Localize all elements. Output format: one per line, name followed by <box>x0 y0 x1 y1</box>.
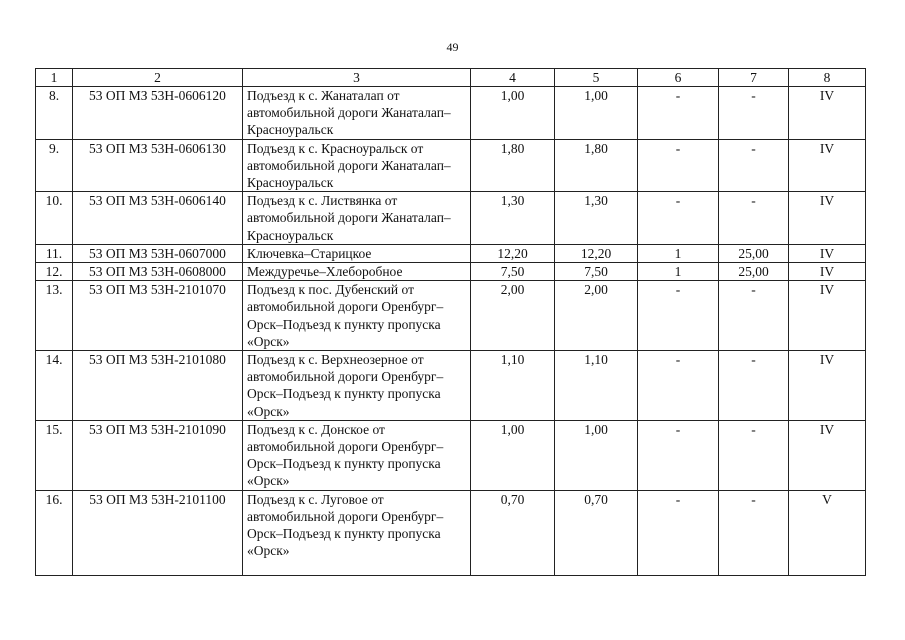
cell-col-6: - <box>638 192 719 245</box>
cell-col-7: - <box>719 351 789 421</box>
cell-col-6: - <box>638 351 719 421</box>
cell-col-6: - <box>638 420 719 490</box>
col-header: 7 <box>719 69 789 87</box>
row-number: 9. <box>36 139 73 192</box>
cell-col-5: 1,30 <box>555 192 638 245</box>
road-code: 53 ОП МЗ 53Н-0607000 <box>73 244 243 262</box>
col-header: 8 <box>789 69 866 87</box>
col-header: 4 <box>471 69 555 87</box>
cell-col-6: 1 <box>638 263 719 281</box>
table-row <box>36 244 866 262</box>
road-name: Подъезд к с. Донское от автомобильной дороги Оренбург–Орск–Подъезд к пункту пропуска «Орск» <box>243 420 471 490</box>
col-header: 6 <box>638 69 719 87</box>
cell-col-8: IV <box>789 192 866 245</box>
road-code: 53 ОП МЗ 53Н-0606130 <box>73 139 243 192</box>
cell-col-8: IV <box>789 87 866 140</box>
cell-col-6: - <box>638 139 719 192</box>
cell-col-8: IV <box>789 244 866 262</box>
cell-col-7: 25,00 <box>719 244 789 262</box>
road-code: 53 ОП МЗ 53Н-0606140 <box>73 192 243 245</box>
cell-col-5: 2,00 <box>555 281 638 351</box>
cell-col-4: 2,00 <box>471 281 555 351</box>
road-code: 53 ОП МЗ 53Н-0608000 <box>73 263 243 281</box>
col-header: 1 <box>36 69 73 87</box>
cell-col-4: 1,00 <box>471 87 555 140</box>
cell-col-7: - <box>719 281 789 351</box>
table-row <box>36 87 866 140</box>
cell-col-4: 1,00 <box>471 420 555 490</box>
cell-col-6: - <box>638 281 719 351</box>
road-code: 53 ОП МЗ 53Н-2101090 <box>73 420 243 490</box>
row-number: 16. <box>36 490 73 575</box>
cell-col-8: IV <box>789 263 866 281</box>
road-code: 53 ОП МЗ 53Н-2101080 <box>73 351 243 421</box>
row-number: 12. <box>36 263 73 281</box>
cell-col-4: 1,80 <box>471 139 555 192</box>
cell-col-5: 7,50 <box>555 263 638 281</box>
table-row <box>36 420 866 490</box>
cell-col-8: IV <box>789 139 866 192</box>
cell-col-8: V <box>789 490 866 575</box>
road-code: 53 ОП МЗ 53Н-2101070 <box>73 281 243 351</box>
cell-col-7: - <box>719 490 789 575</box>
table-row <box>36 192 866 245</box>
road-name: Подъезд к с. Листвянка от автомобильной дороги Жанаталап–Красноуральск <box>243 192 471 245</box>
table-header-row <box>36 69 866 87</box>
table-row <box>36 263 866 281</box>
cell-col-7: 25,00 <box>719 263 789 281</box>
table-row <box>36 490 866 575</box>
road-name: Междуречье–Хлеборобное <box>243 263 471 281</box>
cell-col-6: 1 <box>638 244 719 262</box>
road-name: Подъезд к с. Верхнеозерное от автомобильной дороги Оренбург–Орск–Подъезд к пункту пропуска «Орск» <box>243 351 471 421</box>
cell-col-8: IV <box>789 420 866 490</box>
col-header: 5 <box>555 69 638 87</box>
road-name: Подъезд к с. Луговое от автомобильной дороги Оренбург–Орск–Подъезд к пункту пропуска «Орск» <box>243 490 471 575</box>
cell-col-4: 1,30 <box>471 192 555 245</box>
cell-col-5: 1,00 <box>555 87 638 140</box>
cell-col-7: - <box>719 87 789 140</box>
cell-col-8: IV <box>789 281 866 351</box>
table-row <box>36 139 866 192</box>
cell-col-4: 0,70 <box>471 490 555 575</box>
road-name: Подъезд к с. Красноуральск от автомобильной дороги Жанаталап–Красноуральск <box>243 139 471 192</box>
row-number: 11. <box>36 244 73 262</box>
row-number: 13. <box>36 281 73 351</box>
row-number: 10. <box>36 192 73 245</box>
cell-col-5: 12,20 <box>555 244 638 262</box>
cell-col-6: - <box>638 87 719 140</box>
page-number: 49 <box>446 40 459 54</box>
road-code: 53 ОП МЗ 53Н-2101100 <box>73 490 243 575</box>
row-number: 14. <box>36 351 73 421</box>
road-code: 53 ОП МЗ 53Н-0606120 <box>73 87 243 140</box>
row-number: 15. <box>36 420 73 490</box>
cell-col-8: IV <box>789 351 866 421</box>
cell-col-5: 1,80 <box>555 139 638 192</box>
cell-col-7: - <box>719 139 789 192</box>
cell-col-7: - <box>719 420 789 490</box>
cell-col-5: 1,00 <box>555 420 638 490</box>
road-name: Подъезд к пос. Дубенский от автомобильной дороги Оренбург–Орск–Подъезд к пункту пропуска «Орск» <box>243 281 471 351</box>
cell-col-4: 1,10 <box>471 351 555 421</box>
cell-col-5: 1,10 <box>555 351 638 421</box>
cell-col-4: 7,50 <box>471 263 555 281</box>
table-row <box>36 351 866 421</box>
col-header: 2 <box>73 69 243 87</box>
cell-col-6: - <box>638 490 719 575</box>
cell-col-7: - <box>719 192 789 245</box>
road-name: Подъезд к с. Жанаталап от автомобильной дороги Жанаталап–Красноуральск <box>243 87 471 140</box>
table-row <box>36 281 866 351</box>
cell-col-5: 0,70 <box>555 490 638 575</box>
col-header: 3 <box>243 69 471 87</box>
roads-table <box>35 68 866 576</box>
cell-col-4: 12,20 <box>471 244 555 262</box>
road-name: Ключевка–Старицкое <box>243 244 471 262</box>
row-number: 8. <box>36 87 73 140</box>
